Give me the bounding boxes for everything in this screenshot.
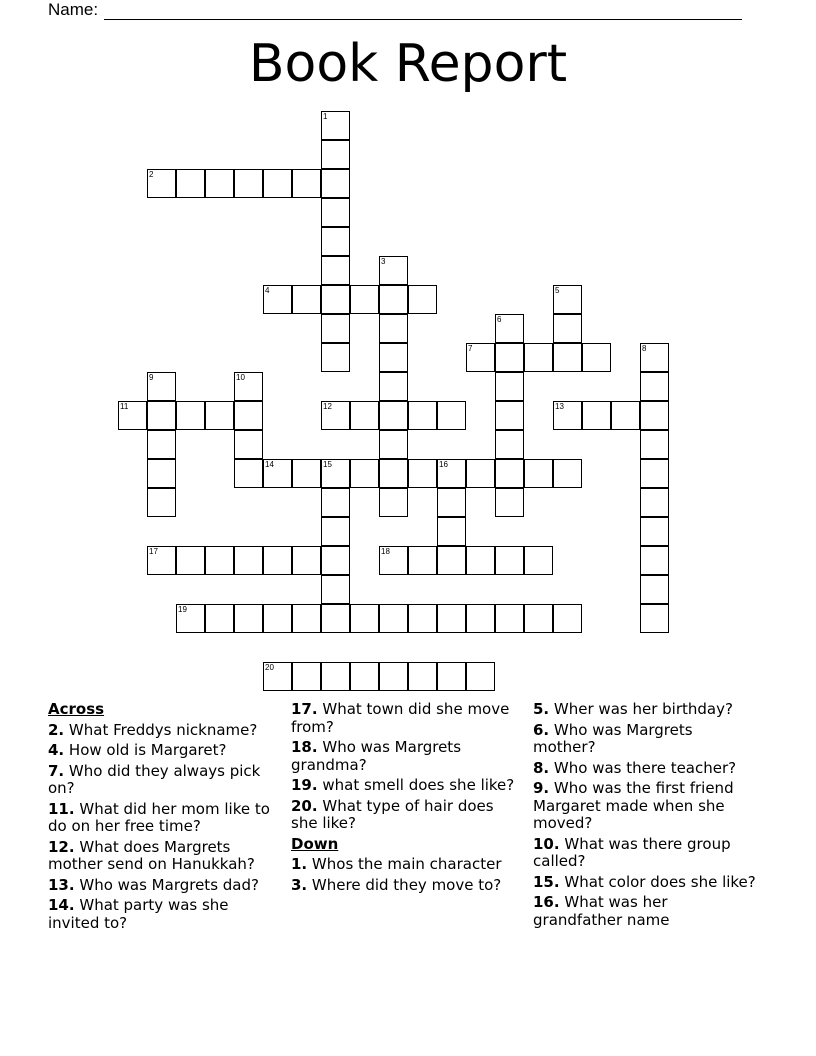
grid-cell[interactable] bbox=[350, 662, 379, 691]
grid-cell[interactable] bbox=[118, 401, 147, 430]
grid-cell[interactable] bbox=[466, 343, 495, 372]
grid-cell[interactable] bbox=[379, 430, 408, 459]
clue-across-14: 14. What party was she invited to? bbox=[48, 896, 229, 932]
clue-number: 3 bbox=[381, 257, 386, 266]
grid-cell[interactable] bbox=[640, 372, 669, 401]
grid-cell[interactable] bbox=[321, 401, 350, 430]
clue-across-7: 7. Who did they always pick on? bbox=[48, 761, 261, 797]
grid-cell[interactable] bbox=[466, 459, 495, 488]
clue-number: 6 bbox=[497, 315, 502, 324]
clue-number: 10 bbox=[236, 373, 245, 382]
grid-cell[interactable] bbox=[292, 169, 321, 198]
grid-cell[interactable] bbox=[466, 604, 495, 633]
grid-cell[interactable] bbox=[437, 517, 466, 546]
grid-cell[interactable] bbox=[292, 662, 321, 691]
grid-cell[interactable] bbox=[437, 459, 466, 488]
grid-cell[interactable] bbox=[321, 546, 350, 575]
clue-across-13: 13. Who was Margrets dad? bbox=[48, 875, 259, 894]
grid-cell[interactable] bbox=[640, 488, 669, 517]
grid-cell[interactable] bbox=[205, 169, 234, 198]
clue-number: 19 bbox=[178, 605, 187, 614]
grid-cell[interactable] bbox=[350, 604, 379, 633]
grid-cell[interactable] bbox=[263, 662, 292, 691]
grid-cell[interactable] bbox=[379, 314, 408, 343]
grid-cell[interactable] bbox=[495, 459, 524, 488]
grid-cell[interactable] bbox=[321, 285, 350, 314]
grid-cell[interactable] bbox=[408, 285, 437, 314]
clue-number: 8 bbox=[642, 344, 647, 353]
grid-cell[interactable] bbox=[321, 169, 350, 198]
grid-cell[interactable] bbox=[292, 285, 321, 314]
grid-cell[interactable] bbox=[640, 575, 669, 604]
clue-number: 12 bbox=[323, 402, 332, 411]
clue-across-11: 11. What did her mom like to do on her free time? bbox=[48, 799, 270, 835]
grid-cell[interactable] bbox=[321, 459, 350, 488]
clue-across-19: 19. what smell does she like? bbox=[291, 776, 515, 794]
clue-across-2: 2. What Freddys nickname? bbox=[48, 720, 258, 739]
grid-cell[interactable] bbox=[234, 169, 263, 198]
name-label: Name: bbox=[48, 0, 99, 19]
grid-cell[interactable] bbox=[321, 256, 350, 285]
grid-cell[interactable] bbox=[205, 546, 234, 575]
grid-cell[interactable] bbox=[263, 546, 292, 575]
grid-cell[interactable] bbox=[437, 401, 466, 430]
grid-cell[interactable] bbox=[321, 198, 350, 227]
grid-cell[interactable] bbox=[582, 343, 611, 372]
grid-cell[interactable] bbox=[321, 488, 350, 517]
grid-cell[interactable] bbox=[640, 459, 669, 488]
clue-number: 2 bbox=[149, 170, 154, 179]
grid-cell[interactable] bbox=[379, 285, 408, 314]
grid-cell[interactable] bbox=[234, 459, 263, 488]
grid-cell[interactable] bbox=[640, 546, 669, 575]
clue-number: 7 bbox=[468, 344, 473, 353]
grid-cell[interactable] bbox=[205, 401, 234, 430]
grid-cell[interactable] bbox=[379, 662, 408, 691]
grid-cell[interactable] bbox=[321, 604, 350, 633]
grid-cell[interactable] bbox=[408, 546, 437, 575]
clue-across-18: 18. Who was Margrets grandma? bbox=[291, 738, 462, 774]
grid-cell[interactable] bbox=[263, 285, 292, 314]
grid-cell[interactable] bbox=[321, 314, 350, 343]
clue-number: 9 bbox=[149, 373, 154, 382]
grid-cell[interactable] bbox=[524, 459, 553, 488]
grid-cell[interactable] bbox=[321, 140, 350, 169]
clues-column-3 bbox=[533, 701, 758, 932]
grid-cell[interactable] bbox=[147, 430, 176, 459]
grid-cell[interactable] bbox=[495, 546, 524, 575]
clue-number: 4 bbox=[265, 286, 270, 295]
clue-number: 1 bbox=[323, 112, 328, 121]
grid-cell[interactable] bbox=[350, 285, 379, 314]
grid-cell[interactable] bbox=[437, 546, 466, 575]
clue-down-16: 16. What was her grandfather name bbox=[533, 893, 670, 929]
grid-cell[interactable] bbox=[379, 546, 408, 575]
clue-across-12: 12. What does Margrets mother send on Hanukkah? bbox=[48, 837, 255, 873]
grid-cell[interactable] bbox=[640, 604, 669, 633]
grid-cell[interactable] bbox=[379, 604, 408, 633]
grid-cell[interactable] bbox=[495, 401, 524, 430]
grid-cell[interactable] bbox=[524, 604, 553, 633]
grid-cell[interactable] bbox=[321, 343, 350, 372]
grid-cell[interactable] bbox=[640, 517, 669, 546]
grid-cell[interactable] bbox=[379, 343, 408, 372]
grid-cell[interactable] bbox=[437, 488, 466, 517]
clue-down-3: 3. Where did they move to? bbox=[291, 875, 502, 894]
grid-cell[interactable] bbox=[350, 459, 379, 488]
grid-cell[interactable] bbox=[495, 343, 524, 372]
grid-cell[interactable] bbox=[292, 546, 321, 575]
grid-cell[interactable] bbox=[553, 285, 582, 314]
grid-cell[interactable] bbox=[176, 169, 205, 198]
clue-down-1: 1. Whos the main character bbox=[291, 855, 502, 873]
across-heading: Across bbox=[48, 700, 105, 718]
clue-number: 20 bbox=[265, 663, 274, 672]
grid-cell[interactable] bbox=[321, 111, 350, 140]
grid-cell[interactable] bbox=[640, 430, 669, 459]
grid-cell[interactable] bbox=[437, 604, 466, 633]
grid-cell[interactable] bbox=[147, 488, 176, 517]
grid-cell[interactable] bbox=[611, 401, 640, 430]
down-heading: Down bbox=[291, 834, 339, 853]
grid-cell[interactable] bbox=[176, 546, 205, 575]
grid-cell[interactable] bbox=[205, 604, 234, 633]
grid-cell[interactable] bbox=[524, 546, 553, 575]
grid-cell[interactable] bbox=[408, 662, 437, 691]
clue-down-6: 6. Who was Margrets mother? bbox=[533, 720, 693, 756]
grid-cell[interactable] bbox=[553, 459, 582, 488]
grid-cell[interactable] bbox=[524, 343, 553, 372]
clue-number: 17 bbox=[149, 547, 158, 556]
grid-cell[interactable] bbox=[234, 372, 263, 401]
grid-cell[interactable] bbox=[234, 546, 263, 575]
grid-cell[interactable] bbox=[321, 517, 350, 546]
grid-cell[interactable] bbox=[640, 401, 669, 430]
grid-cell[interactable] bbox=[553, 401, 582, 430]
clue-number: 13 bbox=[555, 402, 564, 411]
grid-cell[interactable] bbox=[147, 401, 176, 430]
grid-cell[interactable] bbox=[147, 372, 176, 401]
grid-cell[interactable] bbox=[263, 459, 292, 488]
grid-cell[interactable] bbox=[495, 372, 524, 401]
clues-column-1 bbox=[48, 701, 273, 935]
grid-cell[interactable] bbox=[176, 604, 205, 633]
clue-number: 14 bbox=[265, 460, 274, 469]
grid-cell[interactable] bbox=[379, 256, 408, 285]
grid-cell[interactable] bbox=[553, 314, 582, 343]
grid-cell[interactable] bbox=[466, 662, 495, 691]
grid-cell[interactable] bbox=[234, 401, 263, 430]
grid-cell[interactable] bbox=[582, 401, 611, 430]
grid-cell[interactable] bbox=[640, 343, 669, 372]
clues-column-2 bbox=[291, 701, 521, 897]
clue-number: 16 bbox=[439, 460, 448, 469]
grid-cell[interactable] bbox=[263, 169, 292, 198]
grid-cell[interactable] bbox=[495, 314, 524, 343]
grid-cell[interactable] bbox=[495, 430, 524, 459]
grid-cell[interactable] bbox=[408, 604, 437, 633]
grid-cell[interactable] bbox=[379, 488, 408, 517]
grid-cell[interactable] bbox=[495, 488, 524, 517]
grid-cell[interactable] bbox=[147, 546, 176, 575]
clue-down-10: 10. What was there group called? bbox=[533, 834, 731, 870]
grid-cell[interactable] bbox=[147, 169, 176, 198]
grid-cell[interactable] bbox=[553, 343, 582, 372]
grid-cell[interactable] bbox=[350, 401, 379, 430]
grid-cell[interactable] bbox=[379, 372, 408, 401]
grid-cell[interactable] bbox=[437, 662, 466, 691]
grid-cell[interactable] bbox=[292, 459, 321, 488]
grid-cell[interactable] bbox=[495, 604, 524, 633]
grid-cell[interactable] bbox=[379, 401, 408, 430]
clue-down-15: 15. What color does she like? bbox=[533, 872, 756, 891]
clue-number: 18 bbox=[381, 547, 390, 556]
clue-across-20: 20. What type of hair does she like? bbox=[291, 796, 494, 832]
clue-down-5: 5. Wher was her birthday? bbox=[533, 700, 733, 718]
grid-cell[interactable] bbox=[408, 459, 437, 488]
clue-down-9: 9. Who was the first friend Margaret made when she moved? bbox=[533, 779, 734, 832]
grid-cell[interactable] bbox=[466, 546, 495, 575]
grid-cell[interactable] bbox=[408, 401, 437, 430]
grid-cell[interactable] bbox=[553, 604, 582, 633]
clue-across-4: 4. How old is Margaret? bbox=[48, 741, 227, 759]
clue-number: 15 bbox=[323, 460, 332, 469]
page-title: Book Report bbox=[248, 34, 568, 94]
clue-down-8: 8. Who was there teacher? bbox=[533, 758, 737, 777]
grid-cell[interactable] bbox=[292, 604, 321, 633]
clue-across-17: 17. What town did she move from? bbox=[291, 700, 510, 736]
grid-cell[interactable] bbox=[147, 459, 176, 488]
grid-cell[interactable] bbox=[379, 459, 408, 488]
clue-number: 11 bbox=[120, 402, 129, 411]
grid-cell[interactable] bbox=[234, 430, 263, 459]
grid-cell[interactable] bbox=[263, 604, 292, 633]
grid-cell[interactable] bbox=[176, 401, 205, 430]
grid-cell[interactable] bbox=[321, 227, 350, 256]
grid-cell[interactable] bbox=[321, 575, 350, 604]
grid-cell[interactable] bbox=[321, 662, 350, 691]
clue-number: 5 bbox=[555, 286, 560, 295]
grid-cell[interactable] bbox=[234, 604, 263, 633]
